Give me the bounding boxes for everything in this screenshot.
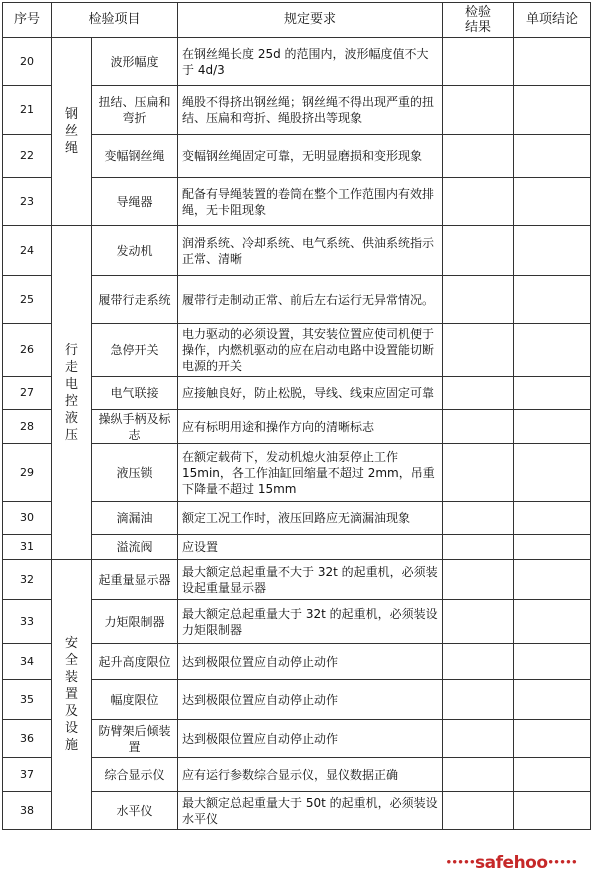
requirement-text: 达到极限位置应自动停止动作 xyxy=(178,680,443,720)
requirement-text: 额定工况工作时，液压回路应无滴漏油现象 xyxy=(178,502,443,535)
header-requirement: 规定要求 xyxy=(178,3,443,38)
requirement-text: 在钢丝绳长度 25d 的范围内，波形幅度值不大于 4d/3 xyxy=(178,38,443,86)
requirement-text: 应设置 xyxy=(178,535,443,560)
conclusion-cell xyxy=(514,410,591,444)
watermark-dots-right: ••••• xyxy=(547,857,577,869)
table-row xyxy=(3,38,591,86)
result-cell xyxy=(443,792,514,830)
inspection-table xyxy=(2,2,591,830)
inspection-item: 防臂架后倾装置 xyxy=(92,720,178,758)
inspection-item: 液压锁 xyxy=(92,444,178,502)
conclusion-cell xyxy=(514,444,591,502)
table-row xyxy=(3,792,591,830)
table-row xyxy=(3,600,591,644)
watermark-dots-left: ••••• xyxy=(445,857,476,869)
inspection-item: 起升高度限位 xyxy=(92,644,178,680)
row-number: 34 xyxy=(3,644,52,680)
inspection-item: 溢流阀 xyxy=(92,535,178,560)
result-cell xyxy=(443,758,514,792)
conclusion-cell xyxy=(514,758,591,792)
inspection-item: 导绳器 xyxy=(92,178,178,226)
row-number: 35 xyxy=(3,680,52,720)
table-row xyxy=(3,560,591,600)
result-cell xyxy=(443,410,514,444)
conclusion-cell xyxy=(514,535,591,560)
requirement-text: 电力驱动的必须设置，其安装位置应使司机便于操作，内燃机驱动的应在启动电路中设置能切断电源的开关 xyxy=(178,324,443,377)
row-number: 30 xyxy=(3,502,52,535)
row-number: 31 xyxy=(3,535,52,560)
inspection-item: 履带行走系统 xyxy=(92,276,178,324)
conclusion-cell xyxy=(514,38,591,86)
row-number: 22 xyxy=(3,135,52,178)
requirement-text: 达到极限位置应自动停止动作 xyxy=(178,720,443,758)
table-row xyxy=(3,86,591,135)
table-row xyxy=(3,226,591,276)
requirement-text: 达到极限位置应自动停止动作 xyxy=(178,644,443,680)
row-number: 37 xyxy=(3,758,52,792)
table-row xyxy=(3,758,591,792)
conclusion-cell xyxy=(514,324,591,377)
result-cell xyxy=(443,135,514,178)
table-row xyxy=(3,410,591,444)
requirement-text: 应有运行参数综合显示仪，显仪数据正确 xyxy=(178,758,443,792)
inspection-item: 急停开关 xyxy=(92,324,178,377)
inspection-item: 扭结、压扁和弯折 xyxy=(92,86,178,135)
header-conclusion: 单项结论 xyxy=(514,3,591,38)
row-number: 27 xyxy=(3,377,52,410)
row-number: 21 xyxy=(3,86,52,135)
requirement-text: 应接触良好，防止松脱，导线、线束应固定可靠 xyxy=(178,377,443,410)
row-number: 25 xyxy=(3,276,52,324)
table-row xyxy=(3,324,591,377)
row-number: 36 xyxy=(3,720,52,758)
inspection-item: 发动机 xyxy=(92,226,178,276)
result-cell xyxy=(443,502,514,535)
requirement-text: 最大额定总起重量大于 50t 的起重机，必须装设水平仪 xyxy=(178,792,443,830)
inspection-item: 操纵手柄及标志 xyxy=(92,410,178,444)
result-cell xyxy=(443,38,514,86)
watermark-logo xyxy=(446,853,577,873)
conclusion-cell xyxy=(514,720,591,758)
result-cell xyxy=(443,444,514,502)
category-safety xyxy=(52,560,92,830)
header-inspection-item: 检验项目 xyxy=(52,3,178,38)
header-result xyxy=(443,3,514,38)
inspection-item: 波形幅度 xyxy=(92,38,178,86)
table-row xyxy=(3,720,591,758)
requirement-text: 最大额定总起重量不大于 32t 的起重机，必须装设起重量显示器 xyxy=(178,560,443,600)
watermark-text: safehoo xyxy=(475,853,548,873)
conclusion-cell xyxy=(514,560,591,600)
result-cell xyxy=(443,86,514,135)
category-label: 安全装置及设施 xyxy=(64,636,78,753)
conclusion-cell xyxy=(514,680,591,720)
result-cell xyxy=(443,535,514,560)
conclusion-cell xyxy=(514,178,591,226)
result-cell xyxy=(443,600,514,644)
requirement-text: 最大额定总起重量大于 32t 的起重机，必须装设力矩限制器 xyxy=(178,600,443,644)
conclusion-cell xyxy=(514,600,591,644)
row-number: 20 xyxy=(3,38,52,86)
conclusion-cell xyxy=(514,226,591,276)
inspection-item: 滴漏油 xyxy=(92,502,178,535)
conclusion-cell xyxy=(514,276,591,324)
category-wire-rope xyxy=(52,38,92,226)
result-cell xyxy=(443,226,514,276)
result-cell xyxy=(443,560,514,600)
requirement-text: 应有标明用途和操作方向的清晰标志 xyxy=(178,410,443,444)
result-cell xyxy=(443,377,514,410)
row-number: 29 xyxy=(3,444,52,502)
result-cell xyxy=(443,720,514,758)
conclusion-cell xyxy=(514,86,591,135)
row-number: 24 xyxy=(3,226,52,276)
result-cell xyxy=(443,644,514,680)
inspection-item: 水平仪 xyxy=(92,792,178,830)
row-number: 28 xyxy=(3,410,52,444)
requirement-text: 绳股不得挤出钢丝绳；钢丝绳不得出现严重的扭结、压扁和弯折、绳股挤出等现象 xyxy=(178,86,443,135)
header-seq: 序号 xyxy=(3,3,52,38)
table-row xyxy=(3,135,591,178)
category-label: 钢丝绳 xyxy=(64,107,78,156)
requirement-text: 履带行走制动正常、前后左右运行无异常情况。 xyxy=(178,276,443,324)
table-row xyxy=(3,444,591,502)
result-cell xyxy=(443,680,514,720)
table-row xyxy=(3,276,591,324)
requirement-text: 变幅钢丝绳固定可靠，无明显磨损和变形现象 xyxy=(178,135,443,178)
conclusion-cell xyxy=(514,377,591,410)
row-number: 32 xyxy=(3,560,52,600)
conclusion-cell xyxy=(514,644,591,680)
inspection-item: 起重量显示器 xyxy=(92,560,178,600)
category-travel-hydraulic xyxy=(52,226,92,560)
row-number: 23 xyxy=(3,178,52,226)
row-number: 38 xyxy=(3,792,52,830)
row-number: 33 xyxy=(3,600,52,644)
conclusion-cell xyxy=(514,502,591,535)
table-row xyxy=(3,644,591,680)
requirement-text: 润滑系统、冷却系统、电气系统、供油系统指示正常、清晰 xyxy=(178,226,443,276)
conclusion-cell xyxy=(514,792,591,830)
inspection-item: 幅度限位 xyxy=(92,680,178,720)
conclusion-cell xyxy=(514,135,591,178)
inspection-item: 变幅钢丝绳 xyxy=(92,135,178,178)
table-row xyxy=(3,377,591,410)
table-row xyxy=(3,502,591,535)
result-cell xyxy=(443,276,514,324)
result-cell xyxy=(443,324,514,377)
inspection-item: 电气联接 xyxy=(92,377,178,410)
header-result-label: 检验结果 xyxy=(465,4,492,35)
header-row xyxy=(3,3,591,38)
table-row xyxy=(3,680,591,720)
row-number: 26 xyxy=(3,324,52,377)
category-label: 行走电控液压 xyxy=(64,342,78,443)
requirement-text: 在额定载荷下，发动机熄火油泵停止工作 15min，各工作油缸回缩量不超过 2mm，吊重下降量不超过 15mm xyxy=(178,444,443,502)
requirement-text: 配备有导绳装置的卷筒在整个工作范围内有效排绳，无卡阻现象 xyxy=(178,178,443,226)
result-cell xyxy=(443,178,514,226)
inspection-item: 力矩限制器 xyxy=(92,600,178,644)
inspection-item: 综合显示仪 xyxy=(92,758,178,792)
table-row xyxy=(3,535,591,560)
table-row xyxy=(3,178,591,226)
